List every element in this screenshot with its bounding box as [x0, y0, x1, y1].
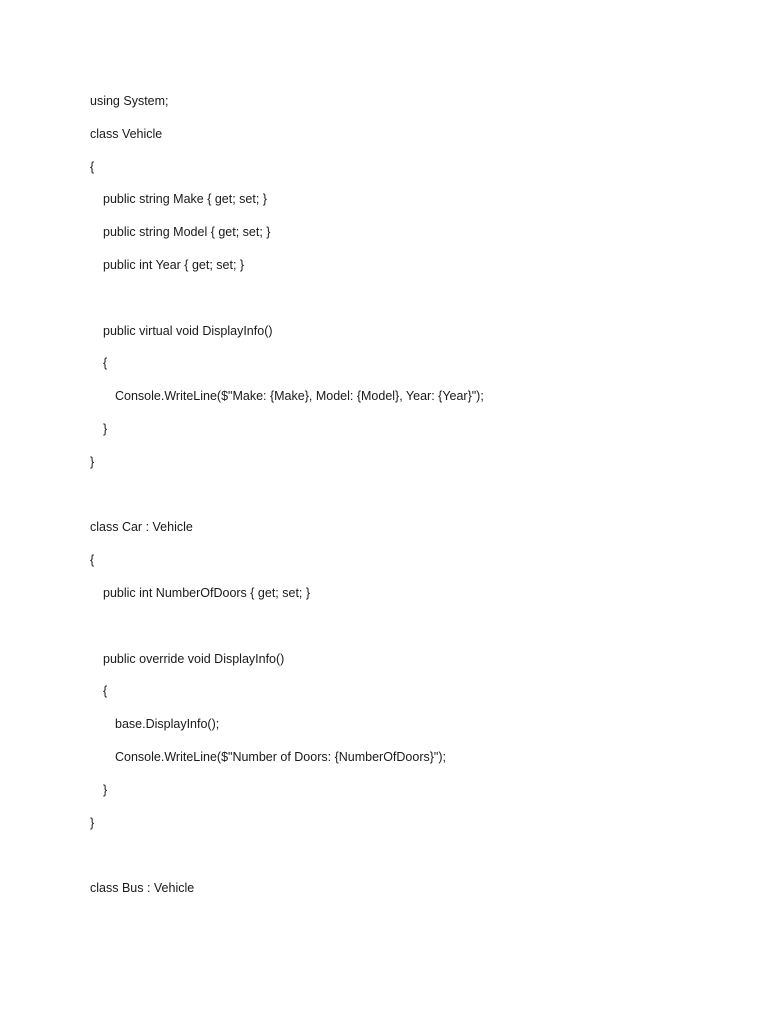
- code-line: public int Year { get; set; }: [103, 257, 245, 272]
- code-line: }: [90, 815, 95, 830]
- code-line: }: [90, 454, 95, 469]
- code-line: class Car : Vehicle: [90, 520, 193, 535]
- blank-line: [90, 487, 730, 520]
- code-line: public virtual void DisplayInfo(): [103, 323, 273, 338]
- code-line: public string Model { get; set; }: [103, 225, 271, 240]
- code-line: Console.WriteLine($"Number of Doors: {NumberOfDoors}");: [115, 749, 446, 764]
- code-line: public override void DisplayInfo(): [103, 651, 285, 666]
- code-line: class Bus : Vehicle: [90, 881, 195, 896]
- code-line: {: [90, 159, 95, 174]
- blank-line: [90, 618, 730, 651]
- code-line: }: [103, 782, 108, 797]
- code-line: using System;: [90, 94, 169, 108]
- code-line: {: [90, 553, 95, 568]
- blank-line: [90, 290, 730, 323]
- code-line: public int NumberOfDoors { get; set; }: [103, 585, 311, 600]
- blank-line: [90, 847, 730, 880]
- code-line: base.DisplayInfo();: [115, 717, 220, 732]
- code-line: class Vehicle: [90, 126, 163, 141]
- code-line: public string Make { get; set; }: [103, 192, 267, 207]
- code-line: Console.WriteLine($"Make: {Make}, Model: {Model}, Year: {Year}");: [115, 389, 484, 404]
- code-line: {: [103, 684, 108, 699]
- code-line: }: [103, 421, 108, 436]
- code-line: {: [103, 356, 108, 371]
- code-listing: [90, 93, 730, 913]
